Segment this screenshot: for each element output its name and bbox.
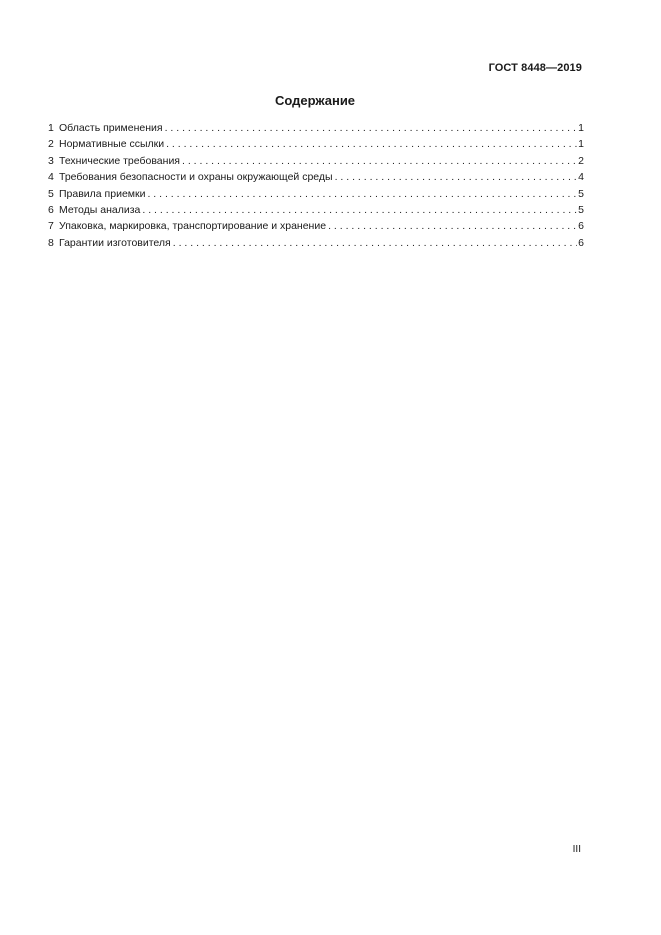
toc-entry-label: Область применения: [59, 122, 163, 134]
toc-entry-page: 5: [578, 203, 584, 216]
toc-entry-analysis-methods[interactable]: [48, 202, 584, 218]
toc-entry-safety-requirements[interactable]: [48, 169, 584, 185]
toc-entry-page: 6: [578, 236, 584, 249]
toc-dot-leader: [164, 136, 577, 152]
toc-entry-label: Требования безопасности и охраны окружающей среды: [59, 171, 333, 184]
toc-entry-label: Нормативные ссылки: [59, 138, 165, 151]
toc-entry-page: 4: [578, 171, 584, 184]
document-code: ГОСТ 8448—2019: [488, 62, 582, 74]
toc-dot-leader: [180, 153, 577, 169]
toc-entry-page: 2: [578, 154, 584, 167]
toc-entry-number: 6: [48, 203, 54, 216]
toc-entry-number: 2: [48, 138, 54, 151]
toc-entry-page: 6: [578, 220, 584, 233]
toc-dot-leader: [326, 218, 577, 234]
toc-entry-scope[interactable]: [48, 120, 584, 136]
toc-entry-label: Правила приемки: [59, 187, 146, 200]
toc-entry-packaging-marking[interactable]: [48, 218, 584, 234]
toc-title: Содержание: [274, 93, 356, 108]
toc-dot-leader: [163, 120, 578, 136]
toc-entry-label: Упаковка, маркировка, транспортирование и хранение: [59, 220, 327, 233]
toc-dot-leader: [333, 169, 578, 185]
toc-entry-normative-references[interactable]: [48, 136, 584, 152]
page-number: III: [572, 844, 581, 855]
toc-entry-label: Технические требования: [59, 154, 180, 167]
toc-entry-number: 1: [48, 122, 54, 134]
toc-entry-manufacturer-guarantees[interactable]: [48, 235, 584, 251]
toc-entry-acceptance-rules[interactable]: [48, 186, 584, 202]
toc-dot-leader: [171, 235, 577, 251]
toc-entry-page: 1: [578, 138, 584, 151]
toc-entry-number: 5: [48, 187, 54, 200]
toc-entry-number: 3: [48, 154, 54, 167]
toc-dot-leader: [145, 186, 577, 202]
toc-entry-number: 7: [48, 220, 54, 233]
toc-dot-leader: [140, 202, 577, 218]
table-of-contents: [48, 120, 584, 251]
toc-entry-label: Методы анализа: [59, 203, 141, 216]
toc-entry-page: 1: [578, 122, 584, 134]
toc-entry-number: 4: [48, 171, 54, 184]
toc-entry-page: 5: [578, 187, 584, 200]
toc-entry-number: 8: [48, 236, 54, 249]
toc-entry-label: Гарантии изготовителя: [59, 236, 171, 249]
toc-entry-technical-requirements[interactable]: [48, 153, 584, 169]
